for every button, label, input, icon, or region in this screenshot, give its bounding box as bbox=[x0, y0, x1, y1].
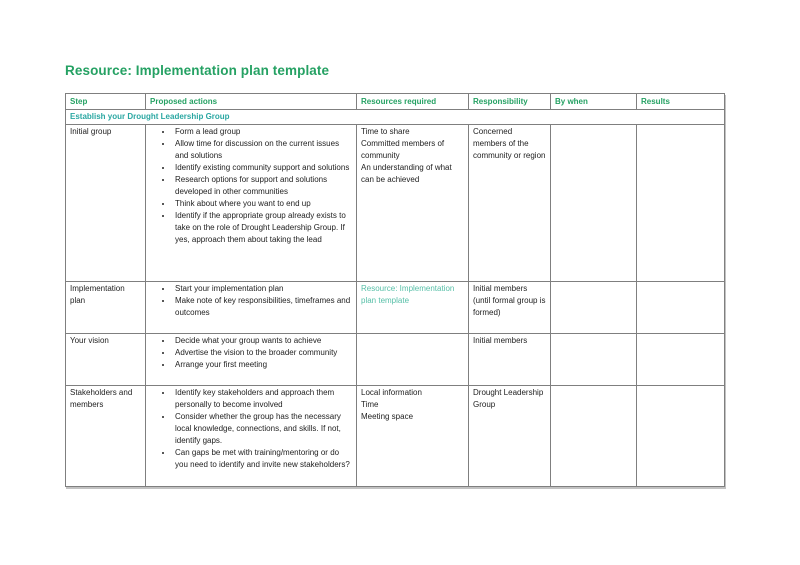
actions-cell bbox=[146, 334, 357, 386]
by-when-cell bbox=[551, 125, 637, 282]
table-row-stakeholders-members bbox=[66, 386, 725, 487]
actions-bullet-list bbox=[150, 283, 352, 319]
action-bullet: • Identify key stakeholders and approach them personally to become involved bbox=[173, 387, 352, 411]
action-bullet: • Allow time for discussion on the current issues and solutions bbox=[173, 138, 352, 162]
by-when-cell bbox=[551, 386, 637, 487]
column-header-by-when: By when bbox=[551, 94, 637, 110]
step-cell: Stakeholders and members bbox=[66, 386, 146, 487]
actions-bullet-list bbox=[150, 387, 352, 471]
step-cell: Implementation plan bbox=[66, 282, 146, 334]
resource-line: Committed members of community bbox=[361, 139, 445, 160]
actions-cell bbox=[146, 125, 357, 282]
resource-line: Time bbox=[361, 400, 379, 409]
action-bullet: • Can gaps be met with training/mentoring or do you need to identify and invite new stakeholders? bbox=[173, 447, 352, 471]
step-cell: Initial group bbox=[66, 125, 146, 282]
column-header-resources-required: Resources required bbox=[357, 94, 469, 110]
table-row-your-vision bbox=[66, 334, 725, 386]
responsibility-cell: Initial members (until formal group is formed) bbox=[469, 282, 551, 334]
actions-bullet-list bbox=[150, 126, 352, 246]
resource-line: Local information bbox=[361, 388, 422, 397]
resource-line: An understanding of what can be achieved bbox=[361, 163, 452, 184]
column-header-responsibility: Responsibility bbox=[469, 94, 551, 110]
column-header-results: Results bbox=[637, 94, 725, 110]
results-cell bbox=[637, 334, 725, 386]
column-header-step: Step bbox=[66, 94, 146, 110]
action-bullet: • Identify existing community support and solutions bbox=[173, 162, 352, 174]
responsibility-cell: Concerned members of the community or region bbox=[469, 125, 551, 282]
section-header-row bbox=[66, 110, 725, 125]
responsibility-cell: Drought Leadership Group bbox=[469, 386, 551, 487]
actions-bullet-list bbox=[150, 335, 352, 371]
action-bullet: • Make note of key responsibilities, timeframes and outcomes bbox=[173, 295, 352, 319]
resource-line: Meeting space bbox=[361, 412, 414, 421]
resources-cell bbox=[357, 282, 469, 334]
step-cell: Your vision bbox=[66, 334, 146, 386]
action-bullet: • Consider whether the group has the necessary local knowledge, connections, and skills. If not, identify gaps. bbox=[173, 411, 352, 447]
table-row-initial-group bbox=[66, 125, 725, 282]
resources-cell bbox=[357, 386, 469, 487]
by-when-cell bbox=[551, 282, 637, 334]
action-bullet: • Advertise the vision to the broader community bbox=[173, 347, 352, 359]
action-bullet: • Research options for support and solutions developed in other communities bbox=[173, 174, 352, 198]
action-bullet: • Decide what your group wants to achieve bbox=[173, 335, 352, 347]
implementation-plan-table bbox=[65, 93, 725, 487]
by-when-cell bbox=[551, 334, 637, 386]
action-bullet: • Think about where you want to end up bbox=[173, 198, 352, 210]
results-cell bbox=[637, 282, 725, 334]
action-bullet: • Arrange your first meeting bbox=[173, 359, 352, 371]
section-header-label: Establish your Drought Leadership Group bbox=[66, 110, 725, 125]
responsibility-cell: Initial members bbox=[469, 334, 551, 386]
results-cell bbox=[637, 125, 725, 282]
column-header-proposed-actions: Proposed actions bbox=[146, 94, 357, 110]
resources-cell bbox=[357, 125, 469, 282]
table-row-implementation-plan bbox=[66, 282, 725, 334]
resources-lines bbox=[361, 387, 464, 423]
action-bullet: • Form a lead group bbox=[173, 126, 352, 138]
action-bullet: • Start your implementation plan bbox=[173, 283, 352, 295]
resource-line: Time to share bbox=[361, 127, 410, 136]
table-header-row bbox=[66, 94, 725, 110]
results-cell bbox=[637, 386, 725, 487]
resources-lines bbox=[361, 126, 464, 186]
actions-cell bbox=[146, 386, 357, 487]
page-title: Resource: Implementation plan template bbox=[65, 63, 330, 78]
resource-template-link[interactable]: Resource: Implementation plan template bbox=[361, 284, 455, 305]
resources-cell bbox=[357, 334, 469, 386]
actions-cell bbox=[146, 282, 357, 334]
action-bullet: • Identify if the appropriate group already exists to take on the role of Drought Leadership Group. If yes, approach them about taking the lead bbox=[173, 210, 352, 246]
